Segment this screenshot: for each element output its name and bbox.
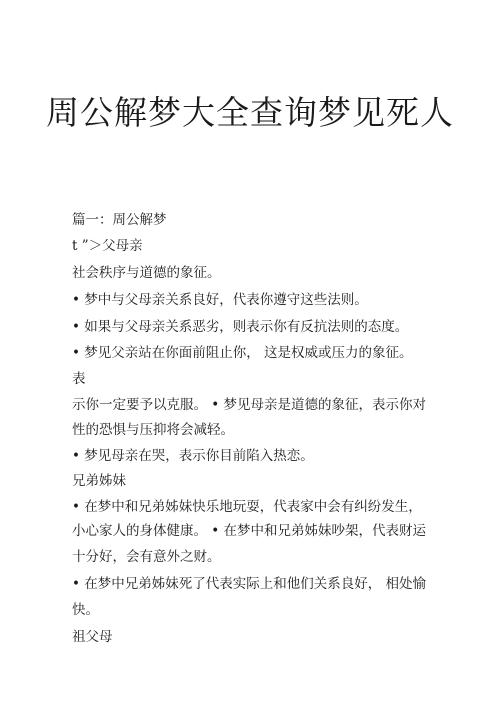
bullet-line: • 如果与父母亲关系恶劣，则表示你有反抗法则的态度。: [72, 319, 409, 335]
body-line: t ”＞父母亲: [72, 238, 143, 254]
bullet-line: • 在梦中兄弟姊妹死了代表实际上和他们关系良好， 相处愉: [72, 576, 427, 592]
section-heading: 篇一：周公解梦: [72, 212, 167, 228]
bullet-line: • 梦见母亲在哭，表示你目前陷入热恋。: [72, 448, 314, 464]
body-line: 性的恐惧与压抑将会减轻。: [72, 422, 234, 438]
body-line: 表: [72, 371, 86, 387]
body-line: 社会秩序与道德的象征。: [72, 265, 221, 281]
body-line: 小心家人的身体健康。 • 在梦中和兄弟姊妹吵架，代表财运: [72, 523, 427, 539]
subheading-line: 祖父母: [72, 629, 113, 645]
document-title: 周公解梦大全查询梦见死人: [46, 93, 454, 132]
bullet-line: • 梦中与父母亲关系良好，代表你遵守这些法则。: [72, 292, 368, 308]
body-line: 快。: [72, 602, 99, 618]
bullet-line: • 梦见父亲站在你面前阻止你， 这是权威或压力的象征。: [72, 345, 413, 361]
bullet-line: • 在梦中和兄弟姊妹快乐地玩耍，代表家中会有纠纷发生，: [72, 499, 422, 515]
subheading-line: 兄弟姊妹: [72, 473, 126, 489]
body-line: 示你一定要予以克服。 • 梦见母亲是道德的象征，表示你对: [72, 397, 427, 413]
body-line: 十分好，会有意外之财。: [72, 549, 221, 565]
